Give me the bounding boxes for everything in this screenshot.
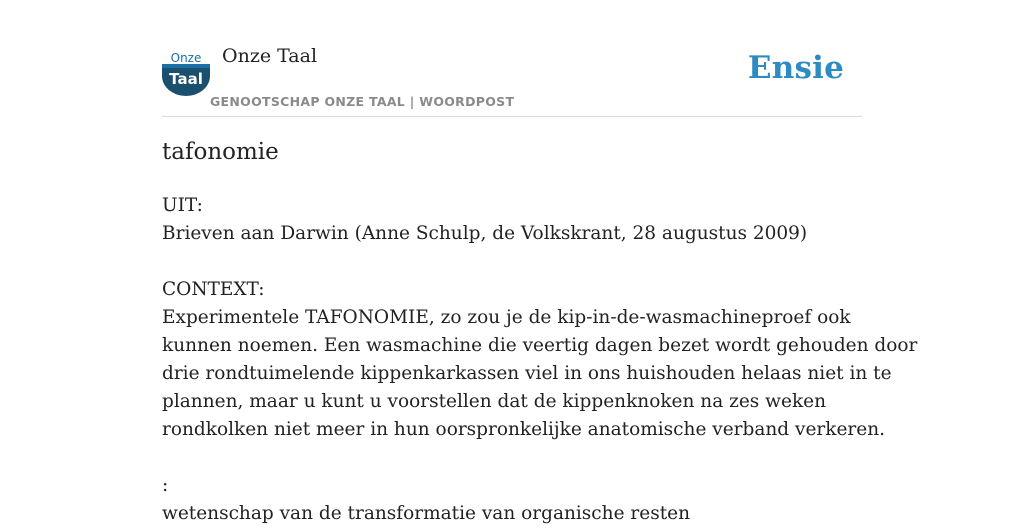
onze-taal-logo[interactable] xyxy=(162,52,210,96)
context-line: drie rondtuimelende kippenkarkassen viel in ons huishouden helaas niet in te xyxy=(162,363,892,384)
spacer xyxy=(162,248,862,276)
definition-text: wetenschap van de transformatie van organische resten xyxy=(162,503,690,524)
definition-label: : xyxy=(162,475,169,496)
context-label: CONTEXT: xyxy=(162,279,265,300)
context-line: rondkolken niet meer in hun oorspronkelijke anatomische verband verkeren. xyxy=(162,419,886,440)
site-header xyxy=(162,40,862,117)
site-subtitle[interactable]: GENOOTSCHAP ONZE TAAL | WOORDPOST xyxy=(210,94,515,109)
source-text: Brieven aan Darwin (Anne Schulp, de Volkskrant, 28 augustus 2009) xyxy=(162,223,808,244)
source-label: UIT: xyxy=(162,195,203,216)
logo-bottom-text: Taal xyxy=(169,70,203,88)
entry-content xyxy=(162,192,918,528)
spacer xyxy=(162,444,862,472)
site-name[interactable]: Onze Taal xyxy=(222,45,318,67)
logo-top-text: Onze xyxy=(170,51,202,65)
context-line: kunnen noemen. Een wasmachine die veertig dagen bezet wordt gehouden door xyxy=(162,335,918,356)
context-line: Experimentele TAFONOMIE, zo zou je de kip-in-de-wasmachineproef ook xyxy=(162,307,851,328)
context-line: plannen, maar u kunt u voorstellen dat de kippenknoken na zes weken xyxy=(162,391,827,412)
ensie-brand-link[interactable]: Ensie xyxy=(747,50,844,86)
page-title: tafonomie xyxy=(162,139,279,165)
